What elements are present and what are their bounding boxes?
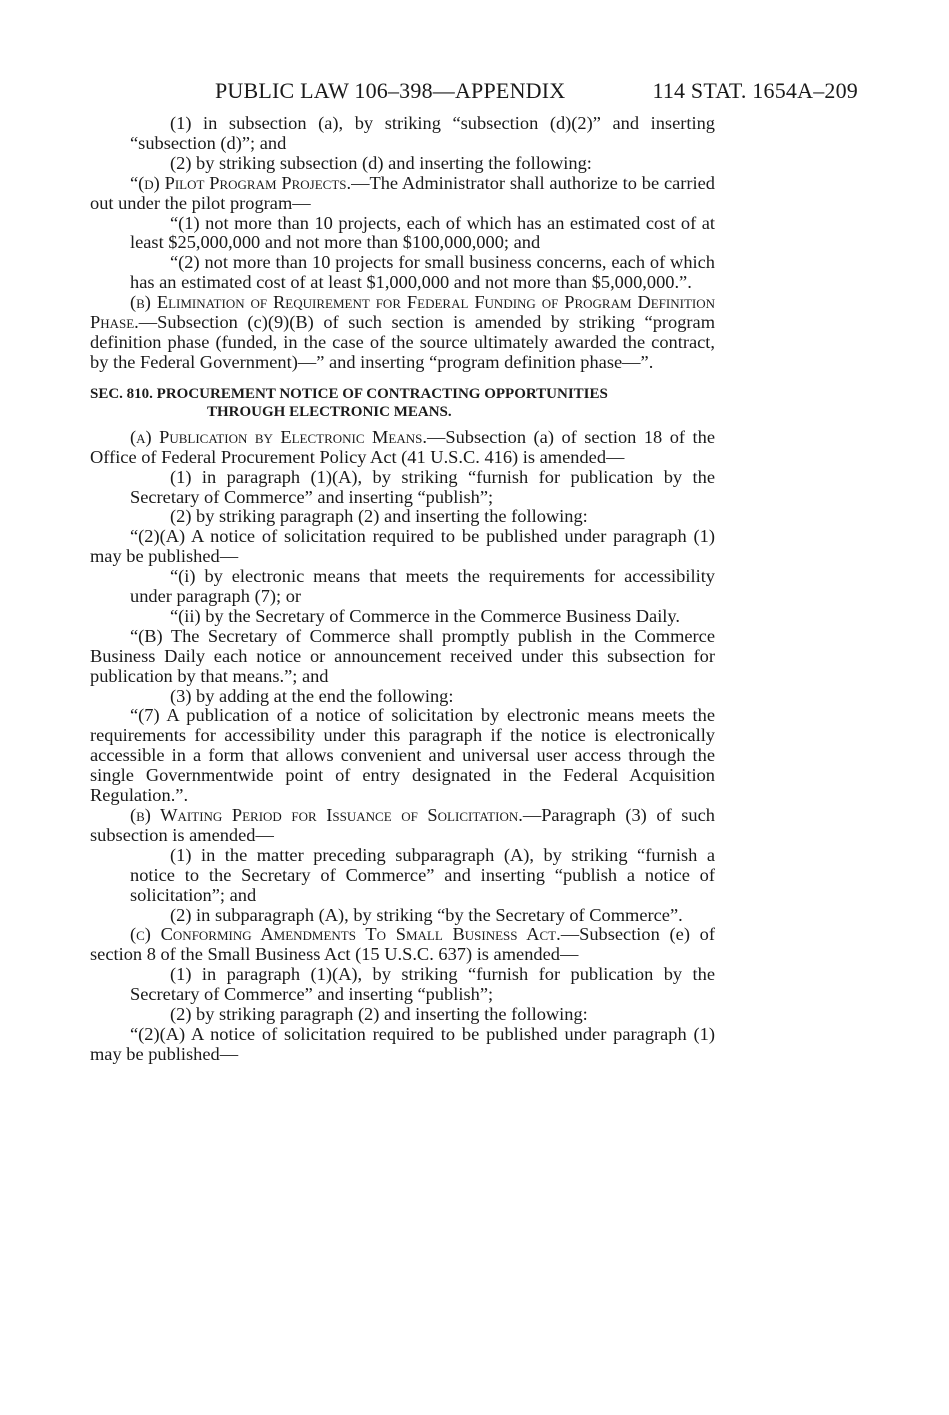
paragraph: (2) by striking paragraph (2) and inserting the following: <box>170 506 588 527</box>
paragraph-heading: (c) Conforming Amendments To Small Business Act. <box>130 924 561 945</box>
paragraph: “(1) not more than 10 projects, each of which has an estimated cost of at least $25,000,000 and not more than $100,000,000; and <box>130 212 715 253</box>
paragraph: “(B) The Secretary of Commerce shall promptly publish in the Commerce Business Daily each notice or announcement received under this subsection for publication by that means.”; and <box>90 625 715 686</box>
page-header <box>215 78 858 104</box>
paragraph: (b) Waiting Period for Issuance of Solicitation.—Paragraph (3) of such subsection is amended— <box>90 805 715 845</box>
paragraph-heading: (a) Publication by Electronic Means. <box>130 426 427 447</box>
paragraph-heading: “(d) Pilot Program Projects. <box>130 172 352 193</box>
paragraph: (1) in paragraph (1)(A), by striking “furnish for publication by the Secretary of Commerce” and inserting “publish”; <box>130 964 715 1005</box>
paragraph: (a) Publication by Electronic Means.—Subsection (a) of section 18 of the Office of Federal Procurement Policy Act (41 U.S.C. 416) is amended— <box>90 426 715 467</box>
section-heading-line-2: THROUGH ELECTRONIC MEANS. <box>207 403 452 420</box>
paragraph: “(2)(A) A notice of solicitation required to be published under paragraph (1) may be published— <box>90 1023 715 1064</box>
paragraph-heading: (b) Elimination of Requirement for Federal Funding of Program Definition Phase. <box>90 292 715 333</box>
paragraph: (2) by striking subsection (d) and inserting the following: <box>170 152 592 173</box>
paragraph: (c) Conforming Amendments To Small Business Act.—Subsection (e) of section 8 of the Small Business Act (15 U.S.C. 637) is amended— <box>90 924 715 965</box>
paragraph: “(7) A publication of a notice of solicitation by electronic means meets the requirements for accessibility under this paragraph if the notice is electronically accessible in a form that allows convenient and universal user access through the single Governmentwide point of entry designated in the Federal Acquisition Regulation.”. <box>90 705 715 806</box>
paragraph: (1) in the matter preceding subparagraph (A), by striking “furnish a notice to the Secretary of Commerce” and inserting “publish a notice of solicitation”; and <box>130 844 715 905</box>
paragraph: “(d) Pilot Program Projects.—The Administrator shall authorize to be carried out under the pilot program— <box>90 172 715 213</box>
section-heading <box>90 385 715 421</box>
paragraph: (2) in subparagraph (A), by striking “by the Secretary of Commerce”. <box>170 904 683 925</box>
paragraph: (2) by striking paragraph (2) and inserting the following: <box>170 1004 588 1025</box>
paragraph-heading: (b) Waiting Period for Issuance of Solicitation. <box>130 805 523 825</box>
section-heading-line-1: SEC. 810. PROCUREMENT NOTICE OF CONTRACTING OPPORTUNITIES <box>90 385 608 402</box>
paragraph: (b) Elimination of Requirement for Federal Funding of Program Definition Phase.—Subsection (c)(9)(B) of such section is amended by striking “program definition phase (funded, in the case of the source ultimately awarded the contract, by the Federal Government)—” and inserting “program definition phase—”. <box>90 292 715 372</box>
paragraph: “(ii) by the Secretary of Commerce in the Commerce Business Daily. <box>170 605 681 626</box>
header-stat-page: 114 STAT. 1654A–209 <box>652 78 858 103</box>
paragraph: “(i) by electronic means that meets the requirements for accessibility under paragraph (7); or <box>130 566 715 607</box>
paragraph: (1) in paragraph (1)(A), by striking “furnish for publication by the Secretary of Commerce” and inserting “publish”; <box>130 466 715 507</box>
paragraph: “(2)(A) A notice of solicitation required to be published under paragraph (1) may be published— <box>90 526 715 567</box>
document-body <box>90 114 715 1065</box>
header-law-title: PUBLIC LAW 106–398—APPENDIX <box>215 78 566 103</box>
paragraph: “(2) not more than 10 projects for small business concerns, each of which has an estimated cost of at least $1,000,000 and not more than $5,000,000.”. <box>130 252 715 293</box>
paragraph: (3) by adding at the end the following: <box>170 685 454 706</box>
document-page <box>90 78 858 1065</box>
paragraph: (1) in subsection (a), by striking “subsection (d)(2)” and inserting “subsection (d)”; and <box>130 113 715 153</box>
